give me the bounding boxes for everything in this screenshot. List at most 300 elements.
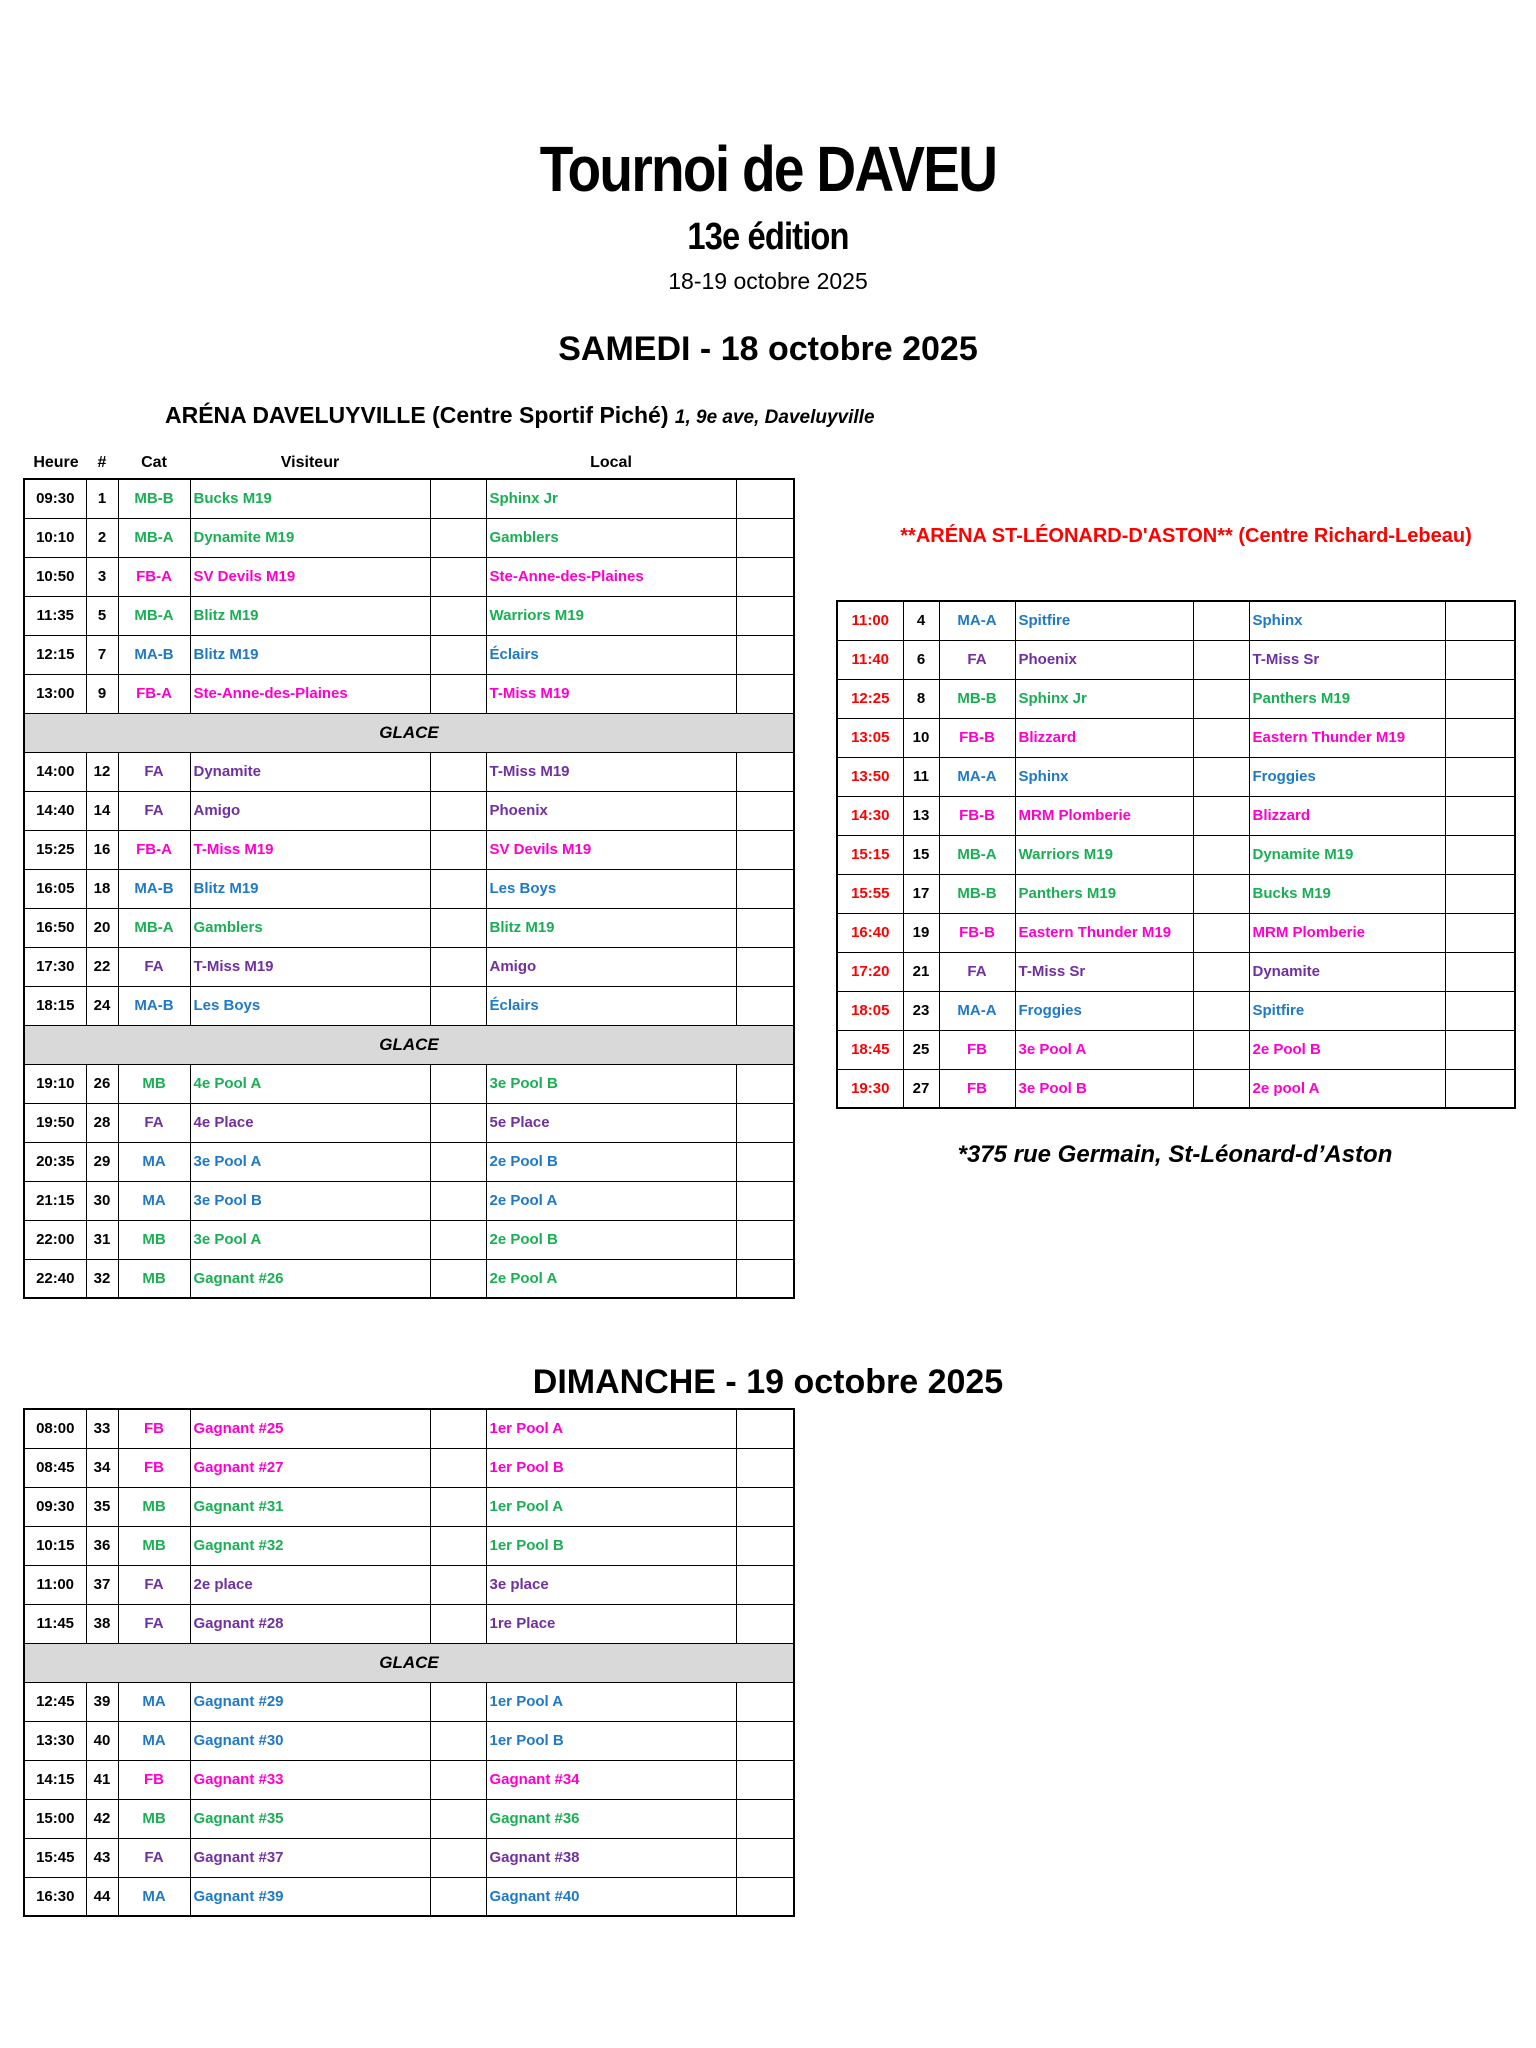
visitor-team: T-Miss M19 — [190, 830, 430, 869]
game-number: 32 — [86, 1259, 118, 1298]
visitor-score — [430, 1721, 486, 1760]
local-team: Blitz M19 — [486, 908, 736, 947]
arena1-address: 1, 9e ave, Daveluyville — [674, 407, 875, 428]
visitor-score — [430, 674, 486, 713]
local-team: Gagnant #34 — [486, 1760, 736, 1799]
game-number: 29 — [86, 1142, 118, 1181]
game-category: FA — [118, 752, 190, 791]
game-row — [837, 640, 1515, 679]
local-score — [1445, 679, 1515, 718]
local-team: Spitfire — [1249, 991, 1445, 1030]
visitor-team: Gagnant #31 — [190, 1487, 430, 1526]
game-time: 12:45 — [24, 1682, 86, 1721]
visitor-score — [430, 830, 486, 869]
col-header-cat: Cat — [141, 454, 167, 471]
local-team: Eastern Thunder M19 — [1249, 718, 1445, 757]
game-number: 23 — [903, 991, 939, 1030]
game-number: 22 — [86, 947, 118, 986]
visitor-team: Gagnant #25 — [190, 1409, 430, 1448]
local-score — [1445, 1069, 1515, 1108]
sunday-schedule-table — [23, 1408, 795, 1917]
visitor-score — [430, 986, 486, 1025]
game-time: 14:30 — [837, 796, 903, 835]
visitor-team: Warriors M19 — [1015, 835, 1193, 874]
visitor-score — [1193, 718, 1249, 757]
game-time: 16:50 — [24, 908, 86, 947]
game-number: 7 — [86, 635, 118, 674]
game-category: FB — [939, 1030, 1015, 1069]
game-number: 33 — [86, 1409, 118, 1448]
local-score — [1445, 1030, 1515, 1069]
game-category: MB-A — [939, 835, 1015, 874]
visitor-team: Gagnant #27 — [190, 1448, 430, 1487]
local-score — [736, 1799, 794, 1838]
visitor-team: Gagnant #26 — [190, 1259, 430, 1298]
local-score — [736, 1103, 794, 1142]
local-team: 2e Pool B — [486, 1220, 736, 1259]
visitor-score — [430, 1760, 486, 1799]
visitor-team: 2e place — [190, 1565, 430, 1604]
game-row — [24, 947, 794, 986]
game-number: 12 — [86, 752, 118, 791]
game-row — [24, 1448, 794, 1487]
game-row — [24, 1487, 794, 1526]
game-row — [837, 1030, 1515, 1069]
game-time: 12:25 — [837, 679, 903, 718]
local-score — [736, 1409, 794, 1448]
game-row — [837, 796, 1515, 835]
game-category: MB — [118, 1064, 190, 1103]
visitor-team: Panthers M19 — [1015, 874, 1193, 913]
visitor-score — [430, 518, 486, 557]
game-row — [24, 1526, 794, 1565]
local-team: Gagnant #36 — [486, 1799, 736, 1838]
game-category: FB — [939, 1069, 1015, 1108]
game-time: 14:15 — [24, 1760, 86, 1799]
game-row — [24, 1838, 794, 1877]
ice-break-row — [24, 1643, 794, 1682]
game-category: FA — [118, 1103, 190, 1142]
game-category: MB — [118, 1799, 190, 1838]
game-time: 13:50 — [837, 757, 903, 796]
game-time: 11:00 — [837, 601, 903, 640]
visitor-team: 3e Pool A — [1015, 1030, 1193, 1069]
ice-break-row — [24, 1025, 794, 1064]
local-team: SV Devils M19 — [486, 830, 736, 869]
arena2-schedule-table — [836, 600, 1516, 1109]
local-score — [1445, 640, 1515, 679]
local-score — [736, 830, 794, 869]
local-score — [1445, 835, 1515, 874]
col-header-num: # — [97, 454, 107, 471]
visitor-score — [1193, 1069, 1249, 1108]
game-row — [24, 479, 794, 518]
visitor-team: Les Boys — [190, 986, 430, 1025]
game-category: MA-B — [118, 635, 190, 674]
local-team: 1er Pool B — [486, 1721, 736, 1760]
game-row — [24, 1409, 794, 1448]
tournament-dates: 18-19 octobre 2025 — [668, 268, 868, 294]
local-team: Éclairs — [486, 635, 736, 674]
game-row — [24, 557, 794, 596]
visitor-score — [430, 1565, 486, 1604]
game-time: 20:35 — [24, 1142, 86, 1181]
visitor-team: Phoenix — [1015, 640, 1193, 679]
visitor-score — [430, 1448, 486, 1487]
visitor-score — [430, 947, 486, 986]
game-row — [837, 1069, 1515, 1108]
game-number: 26 — [86, 1064, 118, 1103]
visitor-score — [430, 479, 486, 518]
game-time: 13:30 — [24, 1721, 86, 1760]
local-score — [736, 986, 794, 1025]
game-time: 10:15 — [24, 1526, 86, 1565]
visitor-score — [430, 1409, 486, 1448]
game-row — [24, 1103, 794, 1142]
visitor-score — [430, 635, 486, 674]
local-score — [1445, 601, 1515, 640]
local-team: Warriors M19 — [486, 596, 736, 635]
visitor-team: 3e Pool B — [1015, 1069, 1193, 1108]
col-header-time: Heure — [33, 454, 79, 471]
game-category: MB-B — [939, 874, 1015, 913]
game-number: 39 — [86, 1682, 118, 1721]
visitor-team: Amigo — [190, 791, 430, 830]
visitor-score — [430, 1064, 486, 1103]
arena2-address: *375 rue Germain, St-Léonard-d’Aston — [957, 1141, 1393, 1168]
game-row — [837, 913, 1515, 952]
game-row — [24, 1565, 794, 1604]
game-number: 17 — [903, 874, 939, 913]
game-time: 18:45 — [837, 1030, 903, 1069]
visitor-team: Blizzard — [1015, 718, 1193, 757]
game-number: 4 — [903, 601, 939, 640]
local-score — [736, 596, 794, 635]
visitor-team: Eastern Thunder M19 — [1015, 913, 1193, 952]
visitor-team: Blitz M19 — [190, 869, 430, 908]
game-row — [837, 718, 1515, 757]
visitor-team: Bucks M19 — [190, 479, 430, 518]
game-number: 18 — [86, 869, 118, 908]
visitor-score — [430, 908, 486, 947]
visitor-team: Gagnant #32 — [190, 1526, 430, 1565]
game-category: MA — [118, 1682, 190, 1721]
game-category: MB-B — [939, 679, 1015, 718]
game-number: 16 — [86, 830, 118, 869]
local-team: 2e Pool B — [486, 1142, 736, 1181]
game-number: 38 — [86, 1604, 118, 1643]
local-score — [736, 752, 794, 791]
arena2-title: **ARÉNA ST-LÉONARD-D'ASTON** (Centre Richard-Lebeau) — [900, 525, 1472, 547]
arena1-title — [165, 402, 875, 429]
game-row — [24, 869, 794, 908]
game-category: FA — [118, 947, 190, 986]
visitor-team: Blitz M19 — [190, 635, 430, 674]
local-team: T-Miss M19 — [486, 674, 736, 713]
visitor-score — [1193, 679, 1249, 718]
ice-break-label: GLACE — [24, 1643, 794, 1682]
visitor-team: T-Miss M19 — [190, 947, 430, 986]
local-team: 2e Pool A — [486, 1259, 736, 1298]
visitor-score — [1193, 796, 1249, 835]
visitor-score — [430, 1220, 486, 1259]
game-time: 15:55 — [837, 874, 903, 913]
game-number: 15 — [903, 835, 939, 874]
game-category: MB-B — [118, 479, 190, 518]
game-row — [24, 1721, 794, 1760]
game-row — [24, 1181, 794, 1220]
game-time: 15:15 — [837, 835, 903, 874]
visitor-score — [430, 1526, 486, 1565]
local-team: MRM Plomberie — [1249, 913, 1445, 952]
local-score — [736, 1760, 794, 1799]
local-score — [736, 1526, 794, 1565]
local-team: 1er Pool B — [486, 1448, 736, 1487]
game-row — [24, 908, 794, 947]
game-category: MA — [118, 1877, 190, 1916]
game-row — [24, 986, 794, 1025]
game-category: FB-A — [118, 674, 190, 713]
ice-break-label: GLACE — [24, 713, 794, 752]
visitor-team: Gagnant #39 — [190, 1877, 430, 1916]
game-time: 10:10 — [24, 518, 86, 557]
visitor-score — [430, 1604, 486, 1643]
game-number: 41 — [86, 1760, 118, 1799]
local-team: Les Boys — [486, 869, 736, 908]
game-category: FA — [118, 1604, 190, 1643]
visitor-score — [430, 1181, 486, 1220]
visitor-score — [430, 791, 486, 830]
game-row — [24, 1064, 794, 1103]
local-score — [1445, 757, 1515, 796]
local-score — [736, 518, 794, 557]
local-score — [736, 1064, 794, 1103]
local-team: Gagnant #40 — [486, 1877, 736, 1916]
local-team: 1er Pool A — [486, 1682, 736, 1721]
local-team: Ste-Anne-des-Plaines — [486, 557, 736, 596]
game-number: 13 — [903, 796, 939, 835]
local-score — [736, 1838, 794, 1877]
local-team: 1er Pool A — [486, 1487, 736, 1526]
local-team: 2e Pool A — [486, 1181, 736, 1220]
local-score — [736, 557, 794, 596]
game-number: 36 — [86, 1526, 118, 1565]
game-number: 5 — [86, 596, 118, 635]
local-team: 1er Pool A — [486, 1409, 736, 1448]
game-time: 19:30 — [837, 1069, 903, 1108]
local-team: Gamblers — [486, 518, 736, 557]
game-row — [24, 1259, 794, 1298]
game-time: 13:05 — [837, 718, 903, 757]
game-category: MA-B — [118, 986, 190, 1025]
visitor-team: Gagnant #33 — [190, 1760, 430, 1799]
game-row — [837, 991, 1515, 1030]
game-row — [837, 952, 1515, 991]
game-number: 44 — [86, 1877, 118, 1916]
local-team: 3e Pool B — [486, 1064, 736, 1103]
game-time: 15:00 — [24, 1799, 86, 1838]
visitor-team: 4e Place — [190, 1103, 430, 1142]
game-time: 19:10 — [24, 1064, 86, 1103]
game-row — [24, 1760, 794, 1799]
game-number: 6 — [903, 640, 939, 679]
visitor-team: Ste-Anne-des-Plaines — [190, 674, 430, 713]
saturday-heading: SAMEDI - 18 octobre 2025 — [558, 330, 978, 368]
game-row — [837, 874, 1515, 913]
game-category: MB-A — [118, 518, 190, 557]
local-score — [1445, 796, 1515, 835]
local-team: 1re Place — [486, 1604, 736, 1643]
game-time: 10:50 — [24, 557, 86, 596]
game-category: FB-A — [118, 830, 190, 869]
local-team: Amigo — [486, 947, 736, 986]
visitor-team: Sphinx — [1015, 757, 1193, 796]
local-score — [736, 674, 794, 713]
game-category: FA — [939, 640, 1015, 679]
game-time: 14:40 — [24, 791, 86, 830]
game-time: 16:05 — [24, 869, 86, 908]
visitor-score — [430, 752, 486, 791]
local-team: Froggies — [1249, 757, 1445, 796]
visitor-team: Gagnant #29 — [190, 1682, 430, 1721]
game-row — [24, 1877, 794, 1916]
game-category: MB-A — [118, 596, 190, 635]
game-category: FB-B — [939, 718, 1015, 757]
visitor-team: Sphinx Jr — [1015, 679, 1193, 718]
game-number: 20 — [86, 908, 118, 947]
local-score — [736, 1220, 794, 1259]
game-time: 21:15 — [24, 1181, 86, 1220]
game-time: 18:15 — [24, 986, 86, 1025]
game-time: 13:00 — [24, 674, 86, 713]
ice-break-row — [24, 713, 794, 752]
visitor-score — [430, 596, 486, 635]
game-number: 1 — [86, 479, 118, 518]
game-number: 40 — [86, 1721, 118, 1760]
local-score — [736, 908, 794, 947]
game-category: FA — [118, 1565, 190, 1604]
game-number: 34 — [86, 1448, 118, 1487]
game-category: FA — [118, 1838, 190, 1877]
visitor-team: Dynamite M19 — [190, 518, 430, 557]
local-score — [1445, 718, 1515, 757]
visitor-team: SV Devils M19 — [190, 557, 430, 596]
game-category: FB — [118, 1448, 190, 1487]
local-team: T-Miss Sr — [1249, 640, 1445, 679]
local-team: 3e place — [486, 1565, 736, 1604]
game-time: 16:30 — [24, 1877, 86, 1916]
local-score — [736, 1259, 794, 1298]
game-category: MB — [118, 1526, 190, 1565]
game-row — [24, 1682, 794, 1721]
game-number: 25 — [903, 1030, 939, 1069]
game-category: FB-B — [939, 796, 1015, 835]
game-number: 2 — [86, 518, 118, 557]
game-number: 21 — [903, 952, 939, 991]
visitor-score — [430, 1682, 486, 1721]
local-team: Panthers M19 — [1249, 679, 1445, 718]
game-row — [24, 1799, 794, 1838]
game-category: FB — [118, 1760, 190, 1799]
local-score — [1445, 952, 1515, 991]
local-team: Sphinx Jr — [486, 479, 736, 518]
game-time: 18:05 — [837, 991, 903, 1030]
game-time: 15:45 — [24, 1838, 86, 1877]
local-team: Dynamite M19 — [1249, 835, 1445, 874]
visitor-team: 3e Pool B — [190, 1181, 430, 1220]
local-team: 1er Pool B — [486, 1526, 736, 1565]
local-team: Gagnant #38 — [486, 1838, 736, 1877]
local-team: Phoenix — [486, 791, 736, 830]
visitor-team: MRM Plomberie — [1015, 796, 1193, 835]
game-row — [837, 757, 1515, 796]
visitor-score — [430, 1103, 486, 1142]
game-row — [24, 791, 794, 830]
local-score — [736, 947, 794, 986]
game-time: 19:50 — [24, 1103, 86, 1142]
game-row — [24, 518, 794, 557]
visitor-team: 4e Pool A — [190, 1064, 430, 1103]
visitor-score — [1193, 601, 1249, 640]
game-category: FA — [939, 952, 1015, 991]
visitor-score — [1193, 952, 1249, 991]
visitor-team: Gamblers — [190, 908, 430, 947]
visitor-team: T-Miss Sr — [1015, 952, 1193, 991]
visitor-score — [430, 1142, 486, 1181]
local-score — [1445, 913, 1515, 952]
local-team: 5e Place — [486, 1103, 736, 1142]
col-header-local: Local — [590, 454, 632, 471]
game-time: 11:00 — [24, 1565, 86, 1604]
game-time: 15:25 — [24, 830, 86, 869]
visitor-team: Spitfire — [1015, 601, 1193, 640]
game-number: 10 — [903, 718, 939, 757]
local-score — [736, 635, 794, 674]
game-time: 11:40 — [837, 640, 903, 679]
arena1-schedule-table — [23, 478, 795, 1299]
game-number: 35 — [86, 1487, 118, 1526]
game-number: 3 — [86, 557, 118, 596]
local-team: Dynamite — [1249, 952, 1445, 991]
game-number: 24 — [86, 986, 118, 1025]
game-category: MA-A — [939, 991, 1015, 1030]
local-score — [736, 1487, 794, 1526]
game-row — [24, 635, 794, 674]
game-row — [837, 601, 1515, 640]
visitor-score — [430, 1799, 486, 1838]
game-number: 37 — [86, 1565, 118, 1604]
visitor-score — [1193, 757, 1249, 796]
local-score — [736, 869, 794, 908]
visitor-team: Gagnant #35 — [190, 1799, 430, 1838]
game-number: 31 — [86, 1220, 118, 1259]
col-header-visitor: Visiteur — [280, 454, 340, 471]
game-time: 17:30 — [24, 947, 86, 986]
game-category: MA — [118, 1142, 190, 1181]
game-row — [837, 835, 1515, 874]
sunday-heading: DIMANCHE - 19 octobre 2025 — [532, 1363, 1004, 1401]
game-row — [24, 596, 794, 635]
game-time: 22:40 — [24, 1259, 86, 1298]
visitor-score — [430, 1877, 486, 1916]
visitor-score — [1193, 1030, 1249, 1069]
game-time: 09:30 — [24, 1487, 86, 1526]
game-row — [24, 1220, 794, 1259]
game-number: 28 — [86, 1103, 118, 1142]
game-category: MA-A — [939, 601, 1015, 640]
arena1-name: ARÉNA DAVELUYVILLE (Centre Sportif Piché) — [165, 402, 669, 428]
game-category: MB — [118, 1487, 190, 1526]
